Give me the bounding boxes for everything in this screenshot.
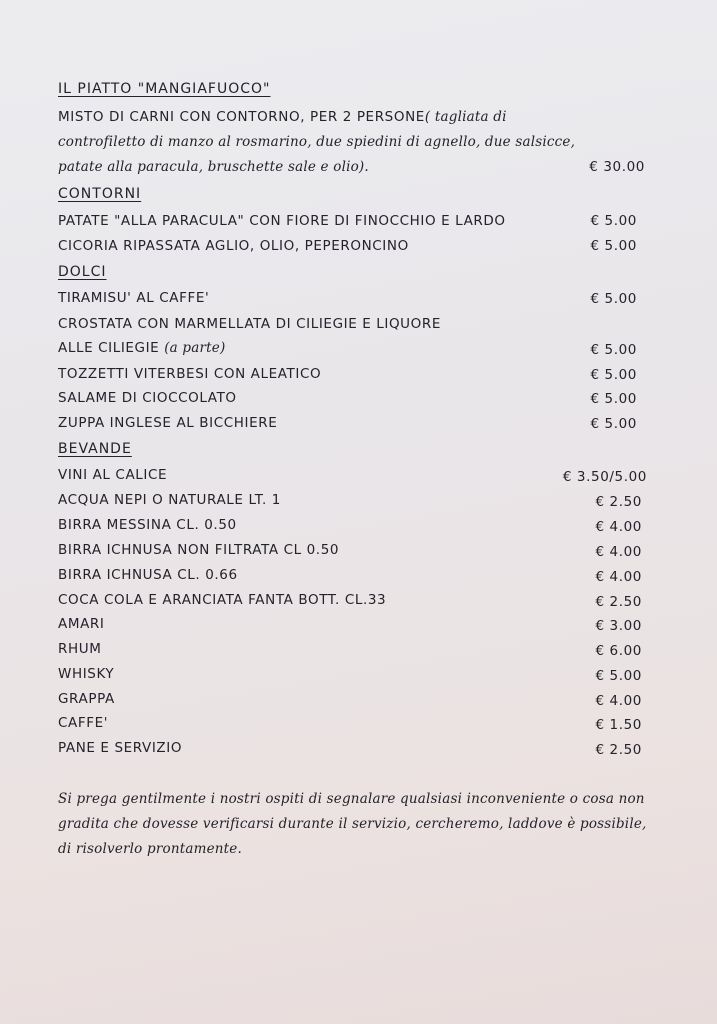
menu-item: PATATE "ALLA PARACULA" CON FIORE DI FINOCCHIO E LARDO — [58, 213, 506, 229]
menu-item-price: € 2.50 — [595, 594, 642, 610]
menu-item-price: € 5.00 — [590, 238, 637, 254]
menu-item-price: € 5.00 — [590, 213, 637, 229]
menu-item: PANE E SERVIZIO — [58, 740, 183, 756]
menu-item-price: € 4.00 — [595, 693, 642, 709]
dolci-heading: DOLCI — [58, 264, 107, 280]
menu-item-price: € 1.50 — [595, 717, 642, 733]
menu-item-price: € 4.00 — [595, 569, 642, 585]
menu-item-price: € 6.00 — [595, 643, 642, 659]
main-dish-price: € 30.00 — [589, 159, 645, 175]
menu-item: BIRRA ICHNUSA CL. 0.66 — [58, 567, 238, 583]
menu-item: SALAME DI CIOCCOLATO — [58, 390, 237, 406]
menu-item-price: € 5.00 — [590, 416, 637, 432]
menu-item: BIRRA MESSINA CL. 0.50 — [58, 517, 237, 533]
menu-item: TOZZETTI VITERBESI CON ALEATICO — [58, 366, 322, 382]
menu-item-price: € 5.00 — [595, 668, 642, 684]
crostata-caps: ALLE CILIEGIE — [58, 340, 160, 356]
bevande-heading: BEVANDE — [58, 441, 132, 457]
main-dish-line2: controfiletto di manzo al rosmarino, due spiedini di agnello, due salsicce, — [58, 134, 576, 150]
menu-item-price: € 2.50 — [595, 494, 642, 510]
main-dish-line3: patate alla paracula, bruschette sale e olio). — [58, 159, 369, 175]
menu-item: BIRRA ICHNUSA NON FILTRATA CL 0.50 — [58, 542, 340, 558]
menu-item: ZUPPA INGLESE AL BICCHIERE — [58, 415, 278, 431]
menu-item-price: € 5.00 — [590, 291, 637, 307]
main-dish-hand: ( tagliata di — [424, 109, 507, 125]
menu-item: AMARI — [58, 616, 105, 632]
menu-item: WHISKY — [58, 666, 115, 682]
menu-item: CAFFE' — [58, 715, 109, 731]
customer-note: Si prega gentilmente i nostri ospiti di segnalare qualsiasi inconveniente o cosa non gradita che dovesse verificarsi durante il servizio, cercheremo, laddove è possibile, di risolverlo prontamente. — [58, 791, 647, 857]
menu-item: VINI AL CALICE — [58, 467, 168, 483]
menu-item-price: € 5.00 — [590, 367, 637, 383]
menu-item: RHUM — [58, 641, 102, 657]
menu-item-cont — [58, 339, 225, 357]
menu-item-price: € 3.50/5.00 — [562, 469, 647, 485]
menu-item: CICORIA RIPASSATA AGLIO, OLIO, PEPERONCINO — [58, 238, 409, 254]
page-title: IL PIATTO "MANGIAFUOCO" — [58, 81, 271, 97]
menu-item: COCA COLA E ARANCIATA FANTA BOTT. CL.33 — [58, 592, 387, 608]
menu-item-price: € 4.00 — [595, 519, 642, 535]
menu-item: ACQUA NEPI O NATURALE LT. 1 — [58, 492, 281, 508]
menu-item-price: € 5.00 — [590, 391, 637, 407]
menu-item-price: € 3.00 — [595, 618, 642, 634]
menu-item: CROSTATA CON MARMELLATA DI CILIEGIE E LIQUORE — [58, 316, 441, 332]
menu-item-price: € 2.50 — [595, 742, 642, 758]
main-dish-caps: MISTO DI CARNI CON CONTORNO, PER 2 PERSONE — [58, 109, 425, 125]
contorni-heading: CONTORNI — [58, 186, 142, 202]
menu-item-price: € 5.00 — [590, 342, 637, 358]
main-dish-line1 — [58, 108, 507, 126]
crostata-hand: (a parte) — [164, 340, 226, 356]
menu-item-price: € 4.00 — [595, 544, 642, 560]
menu-item: TIRAMISU' AL CAFFE' — [58, 290, 210, 306]
menu-item: GRAPPA — [58, 691, 115, 707]
